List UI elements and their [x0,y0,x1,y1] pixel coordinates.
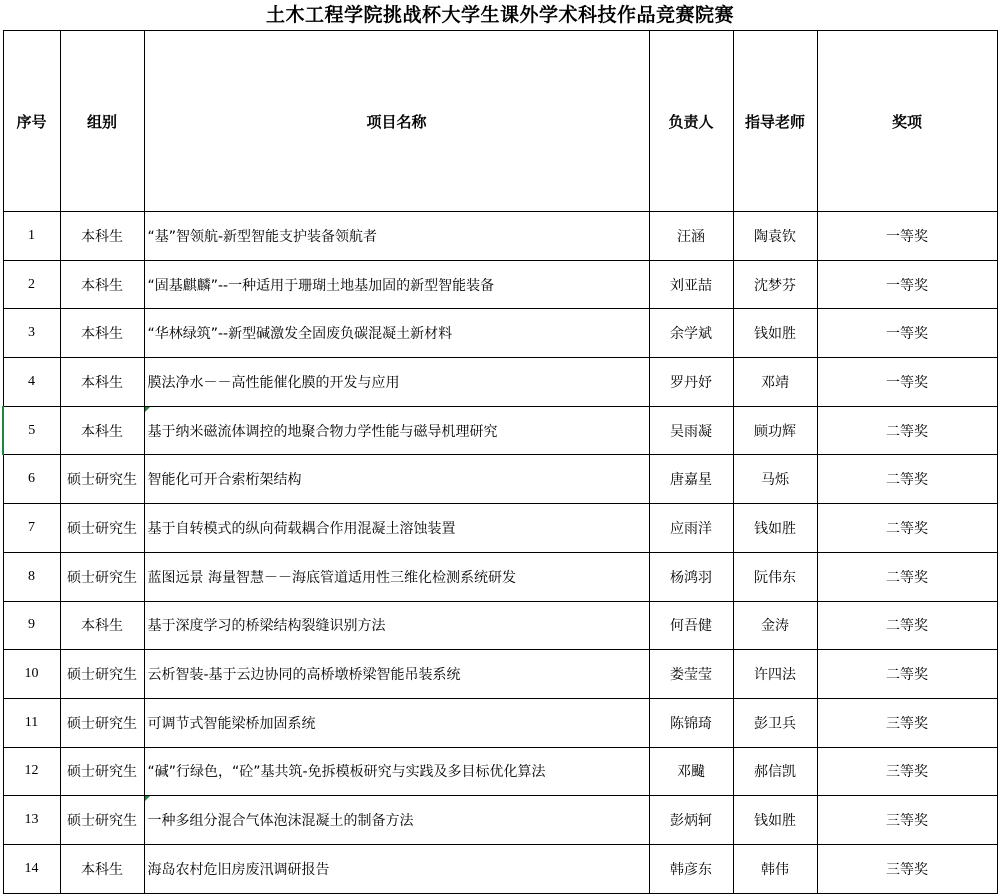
cell-project[interactable]: 智能化可开合索桁架结构 [144,455,649,504]
cell-project[interactable]: “华林绿筑”--新型碱激发全固废负碳混凝土新材料 [144,309,649,358]
table-body [3,212,997,894]
cell-index[interactable]: 10 [3,650,60,699]
sheet-title: 土木工程学院挑战杯大学生课外学术科技作品竞赛院赛 [265,4,734,26]
cell-group[interactable]: 本科生 [60,212,144,261]
table-row [3,552,997,601]
cell-leader[interactable]: 邓颹 [649,747,733,796]
cell-group[interactable]: 硕士研究生 [60,552,144,601]
cell-group[interactable]: 硕士研究生 [60,698,144,747]
cell-award[interactable]: 三等奖 [817,747,997,796]
cell-award[interactable]: 二等奖 [817,504,997,553]
cell-index[interactable]: 6 [3,455,60,504]
cell-leader[interactable]: 刘亚喆 [649,260,733,309]
cell-award[interactable]: 三等奖 [817,698,997,747]
cell-index[interactable]: 9 [3,601,60,650]
cell-award[interactable]: 二等奖 [817,552,997,601]
cell-project[interactable]: “碱”行绿色，“砼”基共筑-免拆模板研究与实践及多目标优化算法 [144,747,649,796]
cell-leader[interactable]: 汪涵 [649,212,733,261]
header-project[interactable]: 项目名称 [144,31,649,212]
cell-group[interactable]: 硕士研究生 [60,455,144,504]
cell-leader[interactable]: 娄莹莹 [649,650,733,699]
cell-award[interactable]: 一等奖 [817,309,997,358]
cell-leader[interactable]: 陈锦琦 [649,698,733,747]
cell-leader[interactable]: 吴雨凝 [649,406,733,455]
cell-advisor[interactable]: 邓靖 [733,358,817,407]
table-row [3,698,997,747]
table-row [3,844,997,893]
cell-award[interactable]: 三等奖 [817,844,997,893]
cell-award[interactable]: 一等奖 [817,212,997,261]
cell-group[interactable]: 硕士研究生 [60,650,144,699]
table-row [3,455,997,504]
cell-advisor[interactable]: 阮伟东 [733,552,817,601]
cell-project[interactable]: 基于纳米磁流体调控的地聚合物力学性能与磁导机理研究 [144,406,649,455]
header-advisor[interactable]: 指导老师 [733,31,817,212]
cell-advisor[interactable]: 钱如胜 [733,796,817,845]
cell-index[interactable]: 3 [3,309,60,358]
cell-leader[interactable]: 余学斌 [649,309,733,358]
header-group[interactable]: 组别 [60,31,144,212]
cell-index[interactable]: 13 [3,796,60,845]
cell-group[interactable]: 硕士研究生 [60,796,144,845]
table-row [3,212,997,261]
table-row [3,504,997,553]
cell-leader[interactable]: 彭炳轲 [649,796,733,845]
cell-leader[interactable]: 杨鸿羽 [649,552,733,601]
cell-leader[interactable]: 应雨洋 [649,504,733,553]
header-leader[interactable]: 负责人 [649,31,733,212]
cell-advisor[interactable]: 韩伟 [733,844,817,893]
cell-group[interactable]: 本科生 [60,309,144,358]
cell-project[interactable]: “固基麒麟”--一种适用于珊瑚土地基加固的新型智能装备 [144,260,649,309]
cell-award[interactable]: 三等奖 [817,796,997,845]
cell-index[interactable]: 1 [3,212,60,261]
table-row [3,796,997,845]
cell-project[interactable]: 一种多组分混合气体泡沫混凝土的制备方法 [144,796,649,845]
table-row [3,358,997,407]
cell-advisor[interactable]: 钱如胜 [733,504,817,553]
cell-group[interactable]: 本科生 [60,260,144,309]
table-row [3,309,997,358]
table-row [3,650,997,699]
cell-award[interactable]: 二等奖 [817,650,997,699]
cell-advisor[interactable]: 郝信凯 [733,747,817,796]
cell-index[interactable]: 4 [3,358,60,407]
cell-advisor[interactable]: 马烁 [733,455,817,504]
cell-award[interactable]: 一等奖 [817,358,997,407]
cell-advisor[interactable]: 沈梦芬 [733,260,817,309]
cell-project[interactable]: 蓝图远景 海量智慧－－海底管道适用性三维化检测系统研发 [144,552,649,601]
cell-award[interactable]: 二等奖 [817,455,997,504]
cell-project[interactable]: 膜法净水－－高性能催化膜的开发与应用 [144,358,649,407]
header-index[interactable]: 序号 [3,31,60,212]
table-row [3,260,997,309]
cell-index[interactable]: 12 [3,747,60,796]
cell-index[interactable]: 8 [3,552,60,601]
cell-project[interactable]: 可调节式智能梁桥加固系统 [144,698,649,747]
cell-advisor[interactable]: 顾功辉 [733,406,817,455]
cell-leader[interactable]: 何吾健 [649,601,733,650]
cell-leader[interactable]: 韩彦东 [649,844,733,893]
cell-group[interactable]: 硕士研究生 [60,504,144,553]
cell-advisor[interactable]: 钱如胜 [733,309,817,358]
cell-group[interactable]: 本科生 [60,844,144,893]
cell-advisor[interactable]: 许四法 [733,650,817,699]
cell-advisor[interactable]: 金涛 [733,601,817,650]
cell-index[interactable]: 14 [3,844,60,893]
cell-leader[interactable]: 罗丹妤 [649,358,733,407]
cell-group[interactable]: 本科生 [60,601,144,650]
cell-project[interactable]: 云析智装-基于云边协同的高桥墩桥梁智能吊装系统 [144,650,649,699]
cell-advisor[interactable]: 陶袁钦 [733,212,817,261]
cell-leader[interactable]: 唐嘉星 [649,455,733,504]
cell-group[interactable]: 本科生 [60,406,144,455]
table-row [3,747,997,796]
cell-project[interactable]: 海岛农村危旧房废汛调研报告 [144,844,649,893]
header-award[interactable]: 奖项 [817,31,997,212]
cell-project[interactable]: “基”智领航-新型智能支护装备领航者 [144,212,649,261]
cell-group[interactable]: 本科生 [60,358,144,407]
cell-index[interactable]: 7 [3,504,60,553]
cell-advisor[interactable]: 彭卫兵 [733,698,817,747]
header-row [3,31,997,212]
table-row [3,406,997,455]
cell-award[interactable]: 一等奖 [817,260,997,309]
cell-award[interactable]: 二等奖 [817,406,997,455]
cell-project[interactable]: 基于自转模式的纵向荷载耦合作用混凝土溶蚀装置 [144,504,649,553]
table-row [3,601,997,650]
cell-index[interactable]: 5 [3,406,60,455]
cell-project[interactable]: 基于深度学习的桥梁结构裂缝识别方法 [144,601,649,650]
awards-table [2,30,998,894]
cell-award[interactable]: 二等奖 [817,601,997,650]
cell-index[interactable]: 11 [3,698,60,747]
cell-group[interactable]: 硕士研究生 [60,747,144,796]
cell-index[interactable]: 2 [3,260,60,309]
